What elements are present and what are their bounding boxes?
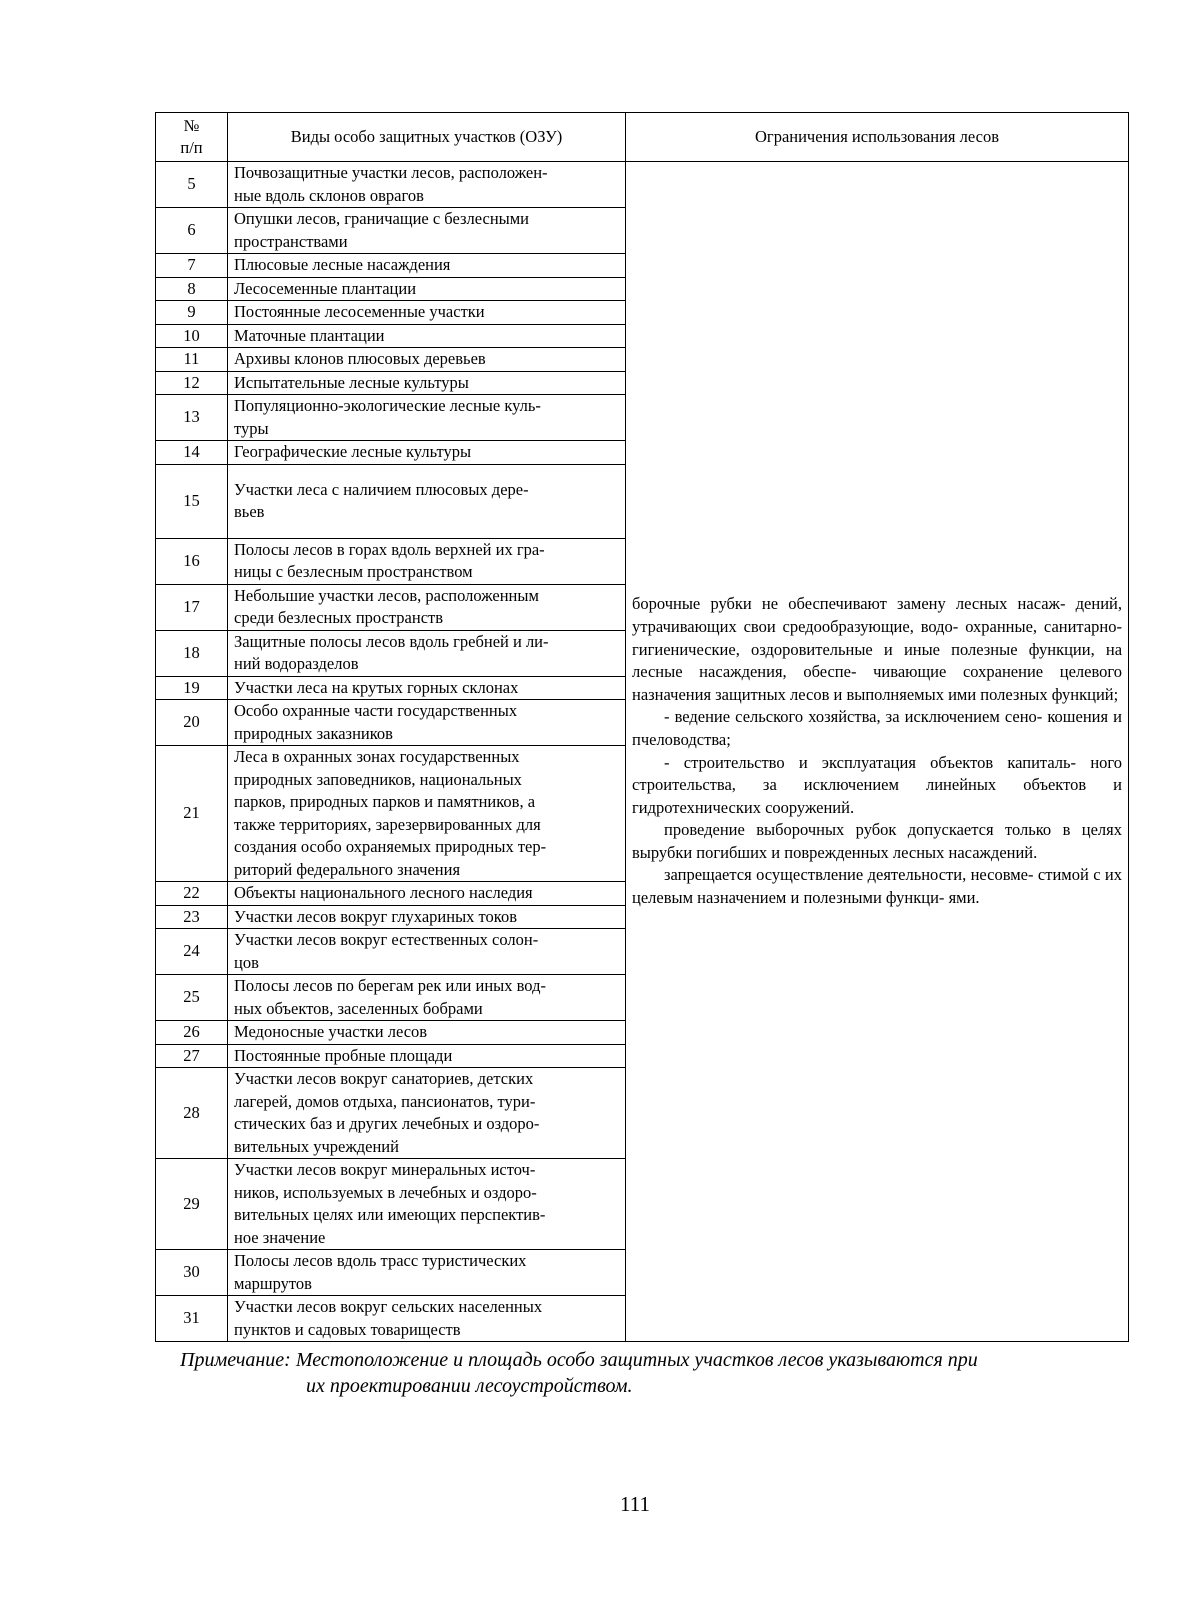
- row-number: 18: [156, 630, 228, 676]
- restriction-line: кошения и пчеловодства;: [632, 707, 1122, 749]
- row-zone-type: [228, 700, 626, 746]
- zone-type-line: Объекты национального лесного наследия: [234, 883, 533, 902]
- zone-type-line: туры: [234, 418, 269, 438]
- restriction-paragraph: [632, 593, 1122, 706]
- restriction-line: целях вырубки погибших и поврежденных лесных: [632, 820, 1122, 862]
- row-number: 23: [156, 905, 228, 929]
- row-number: 20: [156, 700, 228, 746]
- zone-type-line: Лесосеменные плантации: [234, 278, 417, 298]
- restriction-line: проведение выборочных рубок допускается только в: [664, 820, 1071, 840]
- zone-type-line: Архивы клонов плюсовых деревьев: [234, 349, 486, 368]
- row-zone-type: [228, 1296, 626, 1342]
- zone-type-line: Постоянные пробные площади: [234, 1045, 453, 1065]
- zone-type-line: ний водоразделов: [234, 654, 359, 673]
- row-number: 25: [156, 975, 228, 1021]
- zone-type-line: Постоянные лесосеменные участки: [234, 302, 485, 321]
- row-number: 11: [156, 348, 228, 372]
- header-restrictions: Ограничения использования лесов: [626, 113, 1129, 162]
- row-zone-type: [228, 254, 626, 278]
- row-zone-type: [228, 746, 626, 882]
- zone-type-line: Почвозащитные участки лесов, расположен-: [234, 163, 548, 182]
- row-zone-type: [228, 1250, 626, 1296]
- row-number: 30: [156, 1250, 228, 1296]
- row-number: 14: [156, 441, 228, 465]
- row-number: 6: [156, 208, 228, 254]
- row-number: 28: [156, 1068, 228, 1159]
- zone-type-line: ных объектов, заселенных бобрами: [234, 998, 483, 1018]
- row-zone-type: [228, 208, 626, 254]
- row-zone-type: [228, 676, 626, 700]
- zone-type-line: Участки лесов вокруг естественных солон-: [234, 930, 539, 949]
- row-zone-type: [228, 1021, 626, 1045]
- row-zone-type: [228, 538, 626, 584]
- restriction-paragraph: [632, 752, 1122, 820]
- zone-type-line: Испытательные лесные культуры: [234, 372, 469, 392]
- header-name: Виды особо защитных участков (ОЗУ): [228, 113, 626, 162]
- row-zone-type: [228, 348, 626, 372]
- restriction-line: насаждений.: [948, 842, 1038, 862]
- row-number: 15: [156, 464, 228, 538]
- zone-type-line: Опушки лесов, граничащие с безлесными: [234, 209, 530, 228]
- table-body: [156, 162, 1129, 1342]
- page-number: 111: [620, 1492, 650, 1516]
- header-num: [156, 113, 228, 162]
- row-zone-type: [228, 1068, 626, 1159]
- row-zone-type: [228, 441, 626, 465]
- zone-type-line: ников, используемых в лечебных и оздоро-: [234, 1182, 537, 1202]
- zone-type-line: ницы с безлесным пространством: [234, 562, 473, 581]
- restriction-line: ями.: [948, 888, 980, 908]
- zone-type-line: Популяционно-экологические лесные куль-: [234, 396, 541, 415]
- zone-type-line: Участки лесов вокруг санаториев, детских: [234, 1069, 534, 1088]
- zone-type-line: Участки леса на крутых горных склонах: [234, 677, 519, 697]
- zone-type-line: Плюсовые лесные насаждения: [234, 255, 451, 274]
- zone-type-line: среди безлесных пространств: [234, 608, 444, 627]
- footnote-line1: Примечание: Местоположение и площадь особо защитных участков лесов указываются при: [180, 1349, 978, 1371]
- row-number: 24: [156, 929, 228, 975]
- row-zone-type: [228, 975, 626, 1021]
- zone-type-line: Участки лесов вокруг минеральных источ-: [234, 1160, 536, 1179]
- zone-type-line: пространствами: [234, 231, 348, 251]
- restriction-line: чивающие сохранение целевого назначения защитных: [632, 662, 1122, 704]
- zone-type-line: риторий федерального значения: [234, 859, 461, 879]
- header-num-line1: №: [183, 115, 200, 135]
- restriction-paragraph: [632, 864, 1122, 909]
- zone-type-line: создания особо охраняемых природных тер-: [234, 837, 547, 856]
- header-num-line2: п/п: [180, 138, 203, 157]
- row-number: 5: [156, 162, 228, 208]
- row-number: 8: [156, 277, 228, 301]
- zone-type-line: Медоносные участки лесов: [234, 1022, 428, 1041]
- zone-type-line: Небольшие участки лесов, расположенным: [234, 585, 539, 605]
- restrictions-cell: [626, 162, 1129, 1342]
- row-zone-type: [228, 905, 626, 929]
- zone-type-line: Участки лесов вокруг сельских населенных: [234, 1297, 543, 1316]
- row-zone-type: [228, 630, 626, 676]
- zone-type-line: Полосы лесов вдоль трасс туристических: [234, 1251, 527, 1270]
- restriction-line: - строительство и эксплуатация объектов капиталь-: [664, 752, 1077, 772]
- row-number: 27: [156, 1044, 228, 1068]
- row-number: 16: [156, 538, 228, 584]
- zone-type-line: Полосы лесов по берегам рек или иных вод-: [234, 976, 546, 995]
- row-number: 31: [156, 1296, 228, 1342]
- zone-type-line: цов: [234, 952, 259, 972]
- zone-type-line: парков, природных парков и памятников, а: [234, 792, 536, 811]
- row-zone-type: [228, 277, 626, 301]
- restriction-line: ного строительства, за исключением линейных объектов: [632, 752, 1122, 795]
- row-zone-type: [228, 371, 626, 395]
- zone-type-line: лагерей, домов отдыха, пансионатов, тури-: [234, 1091, 536, 1111]
- zone-type-line: пунктов и садовых товариществ: [234, 1319, 461, 1339]
- zone-type-line: природных заказников: [234, 723, 393, 743]
- zone-type-line: вительных целях или имеющих перспектив-: [234, 1205, 546, 1224]
- restriction-line: иные полезные функции, на лесные насаждения, обеспе-: [632, 639, 1123, 682]
- row-number: 22: [156, 882, 228, 906]
- row-zone-type: [228, 929, 626, 975]
- row-number: 29: [156, 1159, 228, 1250]
- restriction-paragraph: [632, 706, 1122, 751]
- row-zone-type: [228, 1044, 626, 1068]
- row-number: 19: [156, 676, 228, 700]
- zone-type-line: Маточные плантации: [234, 325, 385, 345]
- ozu-table: [155, 112, 1129, 1342]
- footnote: [180, 1347, 1120, 1399]
- restriction-line: лесов и выполняемых ими полезных функций;: [790, 684, 1119, 704]
- row-zone-type: [228, 324, 626, 348]
- restriction-line: стимой с их целевым назначением и полезными функци-: [632, 865, 1122, 908]
- zone-type-line: ное значение: [234, 1227, 326, 1247]
- restriction-line: и гидротехнических сооружений.: [632, 775, 1123, 817]
- row-zone-type: [228, 301, 626, 325]
- row-zone-type: [228, 882, 626, 906]
- row-number: 21: [156, 746, 228, 882]
- row-zone-type: [228, 395, 626, 441]
- row-number: 7: [156, 254, 228, 278]
- zone-type-line: также территориях, зарезервированных для: [234, 814, 541, 834]
- row-number: 10: [156, 324, 228, 348]
- restriction-line: - ведение сельского хозяйства, за исключением сено-: [664, 707, 1043, 727]
- table-row: [156, 162, 1129, 208]
- zone-type-line: природных заповедников, национальных: [234, 769, 522, 789]
- row-number: 12: [156, 371, 228, 395]
- restriction-line: дений, утрачивающих свои средообразующие, водо-: [632, 594, 1122, 636]
- zone-type-line: Географические лесные культуры: [234, 442, 472, 461]
- restriction-line: запрещается осуществление деятельности, несовме-: [664, 865, 1034, 885]
- zone-type-line: стических баз и других лечебных и оздоро-: [234, 1114, 540, 1133]
- row-number: 9: [156, 301, 228, 325]
- zone-type-line: Участки лесов вокруг глухариных токов: [234, 906, 517, 926]
- restriction-line: борочные рубки не обеспечивают замену лесных насаж-: [632, 594, 1066, 614]
- zone-type-line: вительных учреждений: [234, 1136, 399, 1156]
- row-number: 13: [156, 395, 228, 441]
- zone-type-line: Особо охранные части государственных: [234, 701, 518, 720]
- row-zone-type: [228, 464, 626, 538]
- row-zone-type: [228, 162, 626, 208]
- row-number: 26: [156, 1021, 228, 1045]
- row-zone-type: [228, 584, 626, 630]
- zone-type-line: вьев: [234, 502, 265, 521]
- zone-type-line: ные вдоль склонов оврагов: [234, 185, 424, 205]
- row-number: 17: [156, 584, 228, 630]
- restriction-paragraph: [632, 819, 1122, 864]
- zone-type-line: Защитные полосы лесов вдоль гребней и ли-: [234, 631, 549, 651]
- table-header-row: [156, 113, 1129, 162]
- restriction-line: охранные, санитарно-гигиенические, оздоровительные и: [632, 616, 1122, 659]
- zone-type-line: Участки леса с наличием плюсовых дере-: [234, 479, 529, 499]
- zone-type-line: маршрутов: [234, 1273, 312, 1293]
- row-zone-type: [228, 1159, 626, 1250]
- zone-type-line: Полосы лесов в горах вдоль верхней их гра-: [234, 539, 545, 559]
- footnote-line2: их проектировании лесоустройством.: [306, 1375, 633, 1397]
- zone-type-line: Леса в охранных зонах государственных: [234, 747, 520, 766]
